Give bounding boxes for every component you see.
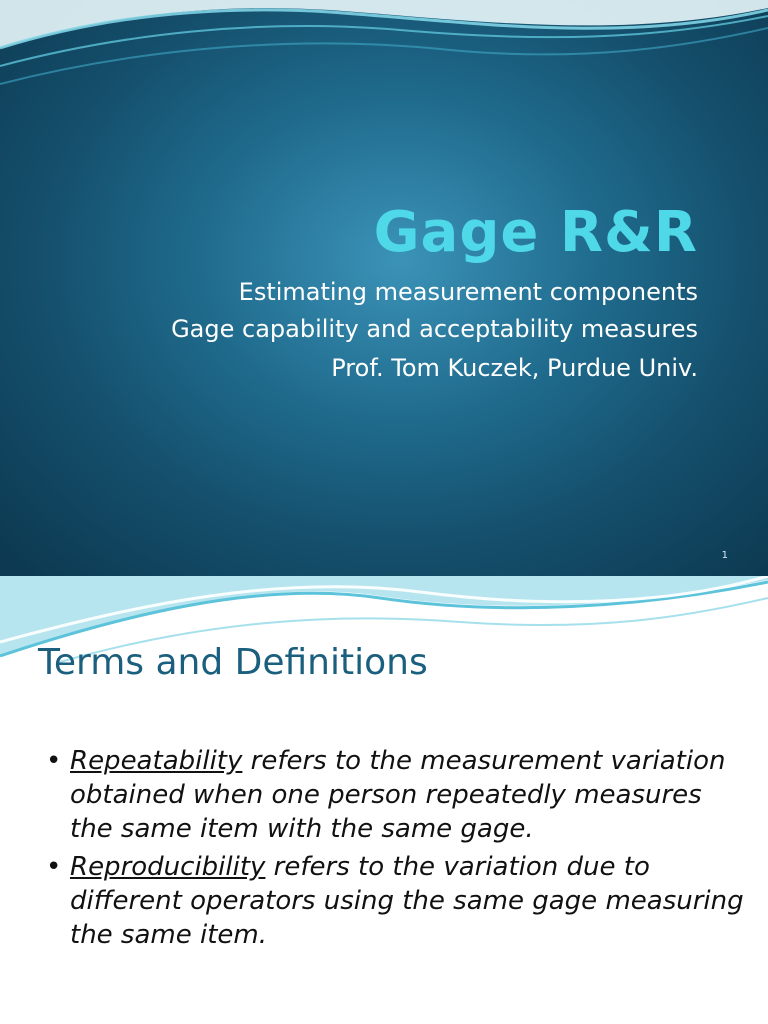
bullet-icon: • [46, 746, 62, 776]
slide-title: Gage R&R [373, 200, 698, 265]
decorative-wave-header [0, 0, 768, 110]
bullet-text: refers to the variation due to different operators using the same gage measuring the same item. [70, 852, 744, 950]
bullet-term: Reproducibility [70, 852, 266, 882]
subtitle-line-3: Prof. Tom Kuczek, Purdue Univ. [331, 354, 698, 382]
bullet-term: Repeatability [70, 746, 243, 776]
bullet-item [44, 850, 744, 952]
subtitle-line-1: Estimating measurement components [238, 278, 698, 306]
content-slide [0, 576, 768, 1024]
bullet-list [44, 744, 744, 956]
page-number: 1 [721, 550, 728, 561]
slide-heading: Terms and Definitions [38, 642, 428, 683]
bullet-icon: • [46, 852, 62, 882]
subtitle-line-2: Gage capability and acceptability measures [171, 315, 698, 343]
bullet-item [44, 744, 744, 846]
bullet-text: refers to the measurement variation obtained when one person repeatedly measures the same item with the same gage. [70, 746, 726, 844]
